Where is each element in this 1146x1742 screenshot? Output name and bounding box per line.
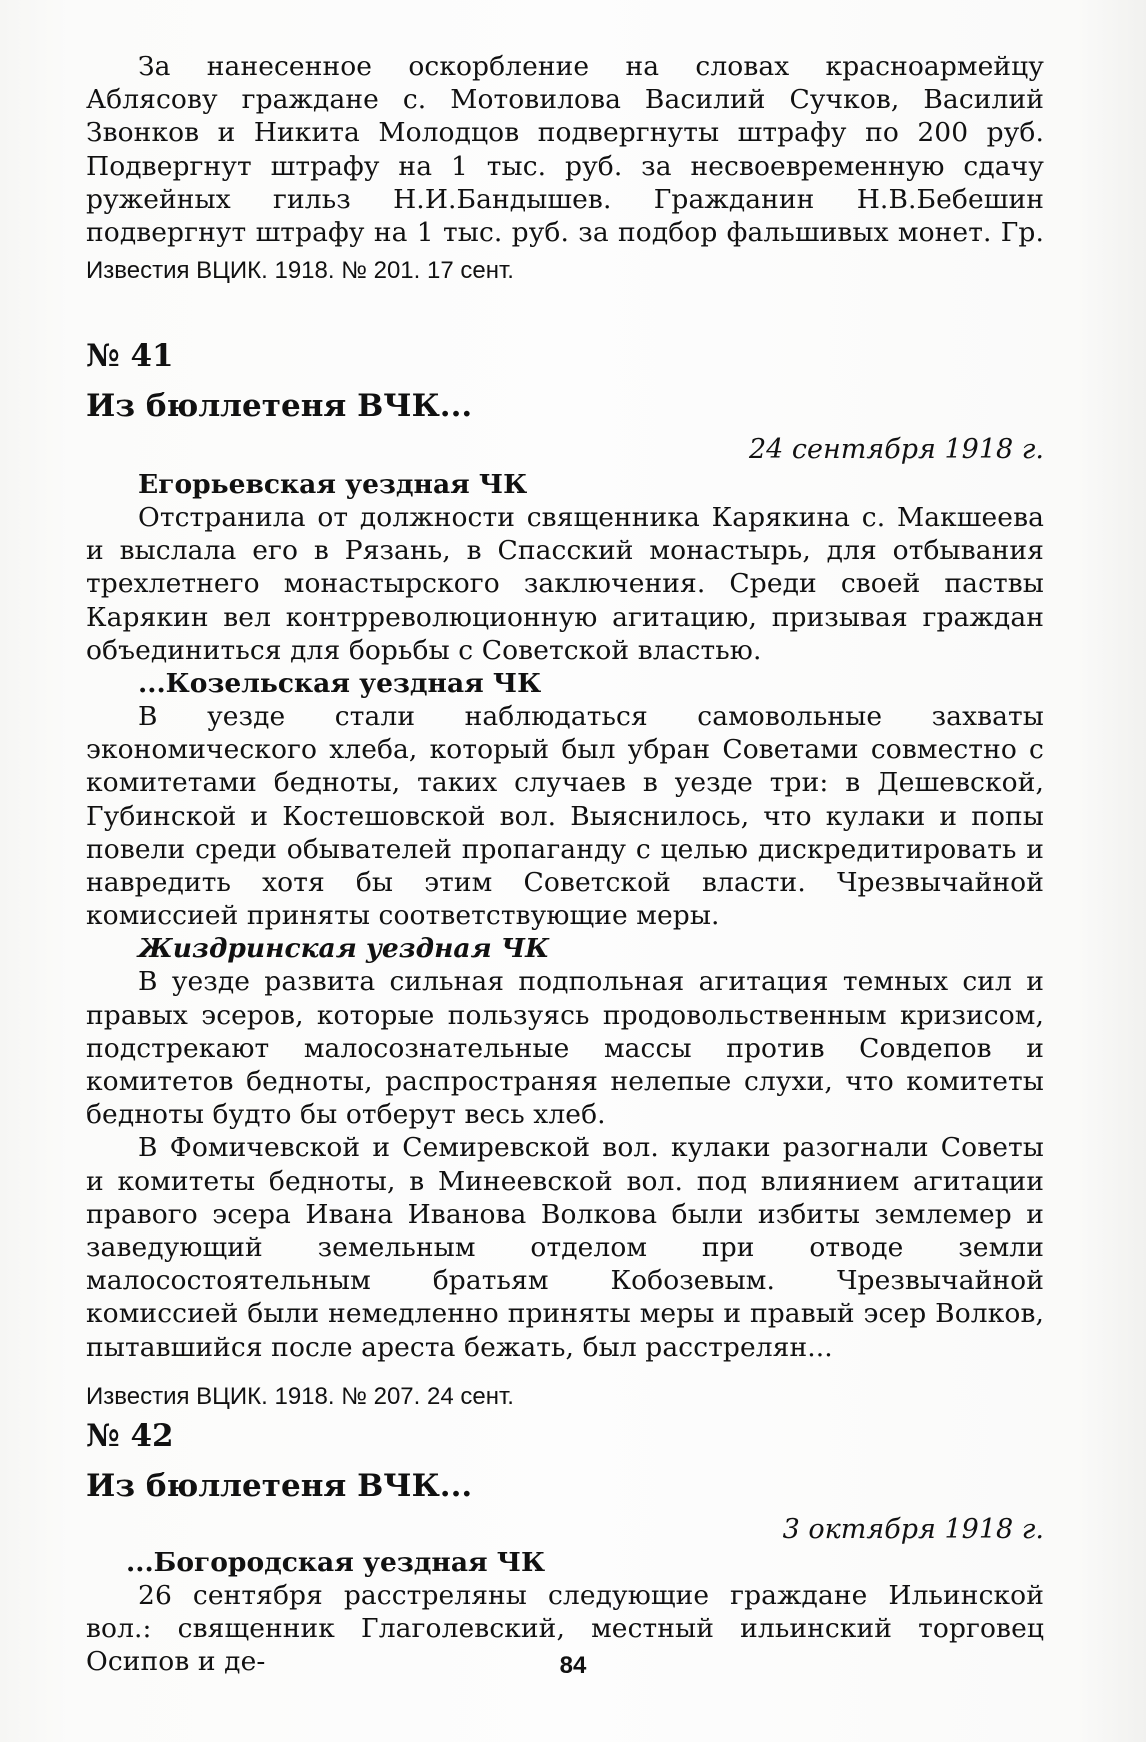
document-42 <box>86 1418 1044 1679</box>
top-source: Известия ВЦИК. 1918. № 201. 17 сент. <box>86 257 514 284</box>
doc41-section-zhizdra: Жиздринская уездная ЧК <box>138 933 550 965</box>
top-block <box>86 50 1044 286</box>
top-paragraph: За нанесенное оскорбление на словах красноармейцу Аблясову граждане с. Мотовилова Василий Сучков, Василий Звонков и Никита Молодцов подвергнуты штрафу по 200 руб. Подвергнут штрафу на 1 тыс. руб. за несвоевременную сдачу ружейных гильз Н.И.Бандышев. Гражданин Н.В.Бебешин подвергнут штрафу на 1 тыс. руб. за подбор фальшивых монет. Гр. <box>86 51 1044 249</box>
doc41-section-kozelsk-text: В уезде стали наблюдаться самовольные захваты экономического хлеба, который был убран Советами совместно с комитетами бедноты, таких случаев в уезде три: в Дешевской, Губинской и Костешовской вол. Выяснилось, что кулаки и попы повели среди обывателей пропаганду с целью дискредитировать и навредить хотя бы этим Советской власти. Чрезвычайной комиссией приняты соответствующие меры. <box>86 701 1044 932</box>
doc41-section-zhizdra-text-2: В Фомичевской и Семиревской вол. кулаки разогнали Советы и комитеты бедноты, в Минеевской вол. под влиянием агитации правого эсера Ивана Иванова Волкова были избиты землемер и заведующий земельным отделом при отводе земли малосостоятельным братьям Кобозевым. Чрезвычайной комиссией были немедленно приняты меры и правый эсер Волков, пытавшийся после ареста бежать, был расстрелян... <box>86 1132 1044 1363</box>
page-number: 84 <box>559 1652 587 1679</box>
doc41-number: № 41 <box>86 338 174 374</box>
document-41 <box>86 338 1044 1412</box>
doc41-section-kozelsk: ...Козельская уездная ЧК <box>138 668 542 700</box>
doc42-title: Из бюллетеня ВЧК... <box>86 1468 473 1504</box>
doc42-section-bogorodsk-text: 26 сентября расстреляны следующие граждане Ильинской вол.: священник Глаголевский, местный ильинский торговец Осипов и де- <box>86 1580 1044 1678</box>
doc41-section-egorievsk: Егорьевская уездная ЧК <box>138 469 528 500</box>
doc42-date: 3 октября 1918 г. <box>782 1514 1044 1545</box>
doc41-date: 24 сентября 1918 г. <box>748 434 1044 465</box>
doc42-number: № 42 <box>86 1418 174 1454</box>
doc41-source: Известия ВЦИК. 1918. № 207. 24 сент. <box>86 1382 514 1410</box>
doc41-section-egorievsk-text: Отстранила от должности священника Карякина с. Макшеева и выслала его в Рязань, в Спасский монастырь, для отбывания трехлетнего монастырского заключения. Среди своей паствы Карякин вел контрреволюционную агитацию, призывая граждан объединиться для борьбы с Советской властью. <box>86 502 1044 666</box>
doc41-title: Из бюллетеня ВЧК... <box>86 388 473 424</box>
doc42-section-bogorodsk: ...Богородская уездная ЧК <box>126 1547 546 1578</box>
doc41-section-zhizdra-text-1: В уезде развита сильная подпольная агитация темных сил и правых эсеров, которые пользуясь продовольственным кризисом, подстрекают малосознательные массы против Совдепов и комитетов бедноты, распространяя нелепые слухи, что комитеты бедноты будто бы отберут весь хлеб. <box>86 966 1044 1131</box>
